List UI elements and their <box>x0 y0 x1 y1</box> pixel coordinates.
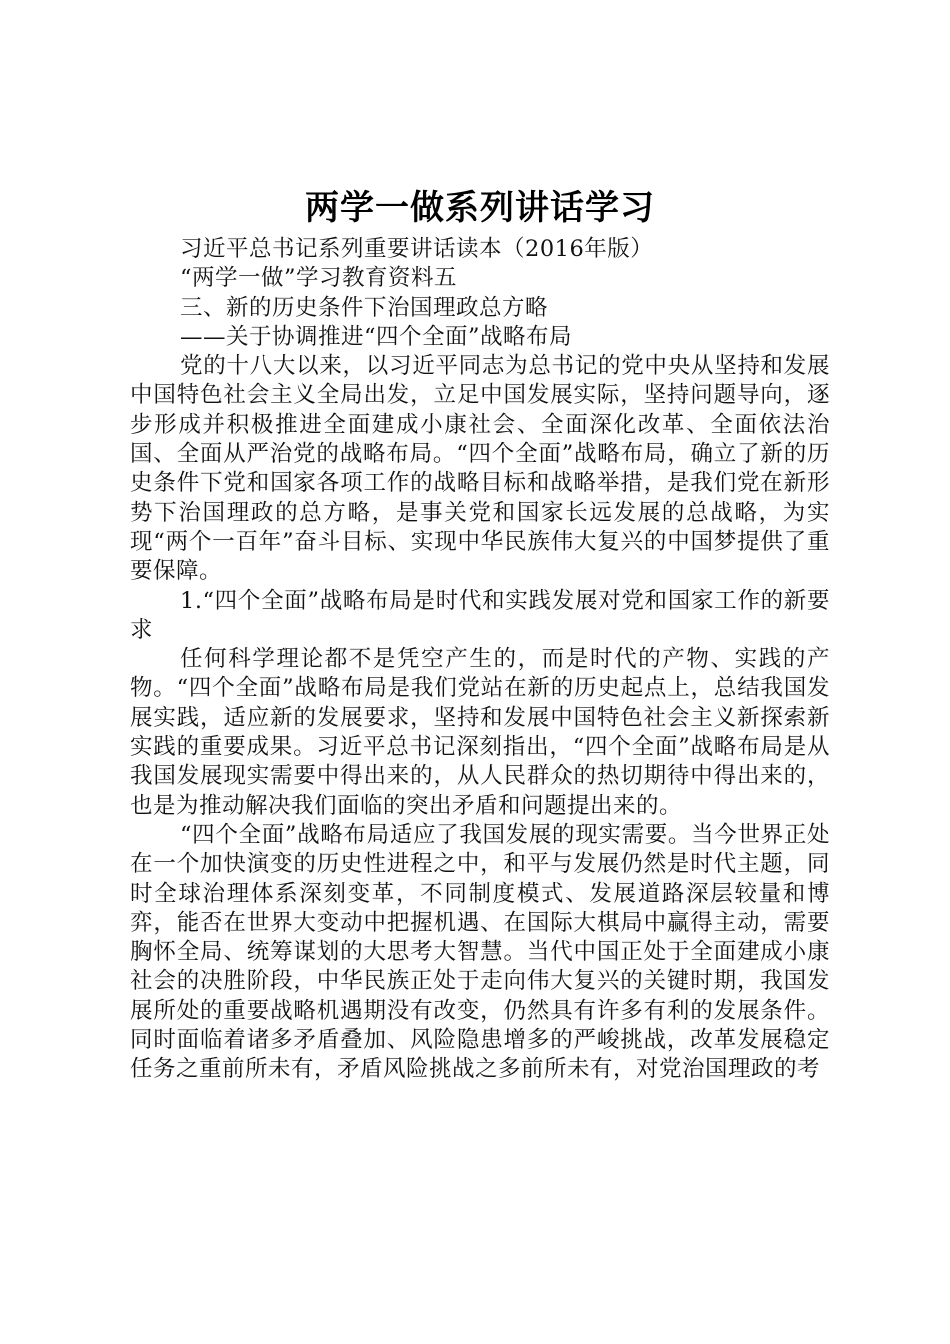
document-title: 两学一做系列讲话学习 <box>305 188 655 228</box>
section-heading: 三、新的历史条件下治国理政总方略 <box>180 294 549 321</box>
book-reference-line: 习近平总书记系列重要讲话读本（2016年版） <box>180 236 654 262</box>
subsection-heading-1: 1.“四个全面”战略布局是时代和实践发展对党和国家工作的新要求 <box>130 587 830 643</box>
body-paragraph-theory: 任何科学理论都不是凭空产生的，而是时代的产物、实践的产物。“四个全面”战略布局是我们党站在新的历史起点上，总结我国发展实践，适应新的发展要求，坚持和发展中国特色社会主义新探索新实践的重要成果。习近平总书记深刻指出，“四个全面”战略布局是从我国发展现实需要中得出来的，从人民群众的热切期待中得出来的，也是为推动解决我们面临的突出矛盾和问题提出来的。 <box>130 646 830 819</box>
body-paragraph-needs: “四个全面”战略布局适应了我国发展的现实需要。当今世界正处在一个加快演变的历史性进程之中，和平与发展仍然是时代主题，同时全球治理体系深刻变革，不同制度模式、发展道路深层较量和博弈，能否在世界大变动中把握机遇、在国际大棋局中赢得主动，需要胸怀全局、统筹谋划的大思考大智慧。当代中国正处于全面建成小康社会的决胜阶段，中华民族正处于走向伟大复兴的关键时期，我国发展所处的重要战略机遇期没有改变，仍然具有许多有利的发展条件。同时面临着诸多矛盾叠加、风险隐患增多的严峻挑战，改革发展稳定任务之重前所未有，矛盾风险挑战之多前所未有，对党治国理政的考 <box>130 821 830 1083</box>
body-paragraph-intro: 党的十八大以来，以习近平同志为总书记的党中央从坚持和发展中国特色社会主义全局出发，立足中国发展实际，坚持问题导向，逐步形成并积极推进全面建成小康社会、全面深化改革、全面依法治国、全面从严治党的战略布局。“四个全面”战略布局，确立了新的历史条件下党和国家各项工作的战略目标和战略举措，是我们党在新形势下治国理政的总方略，是事关党和国家长远发展的总战略，为实现“两个一百年”奋斗目标、实现中华民族伟大复兴的中国梦提供了重要保障。 <box>130 353 830 585</box>
section-subheading: ——关于协调推进“四个全面”战略布局 <box>180 323 573 350</box>
material-label-line: “两学一做”学习教育资料五 <box>180 265 458 292</box>
document-page <box>130 185 830 1085</box>
